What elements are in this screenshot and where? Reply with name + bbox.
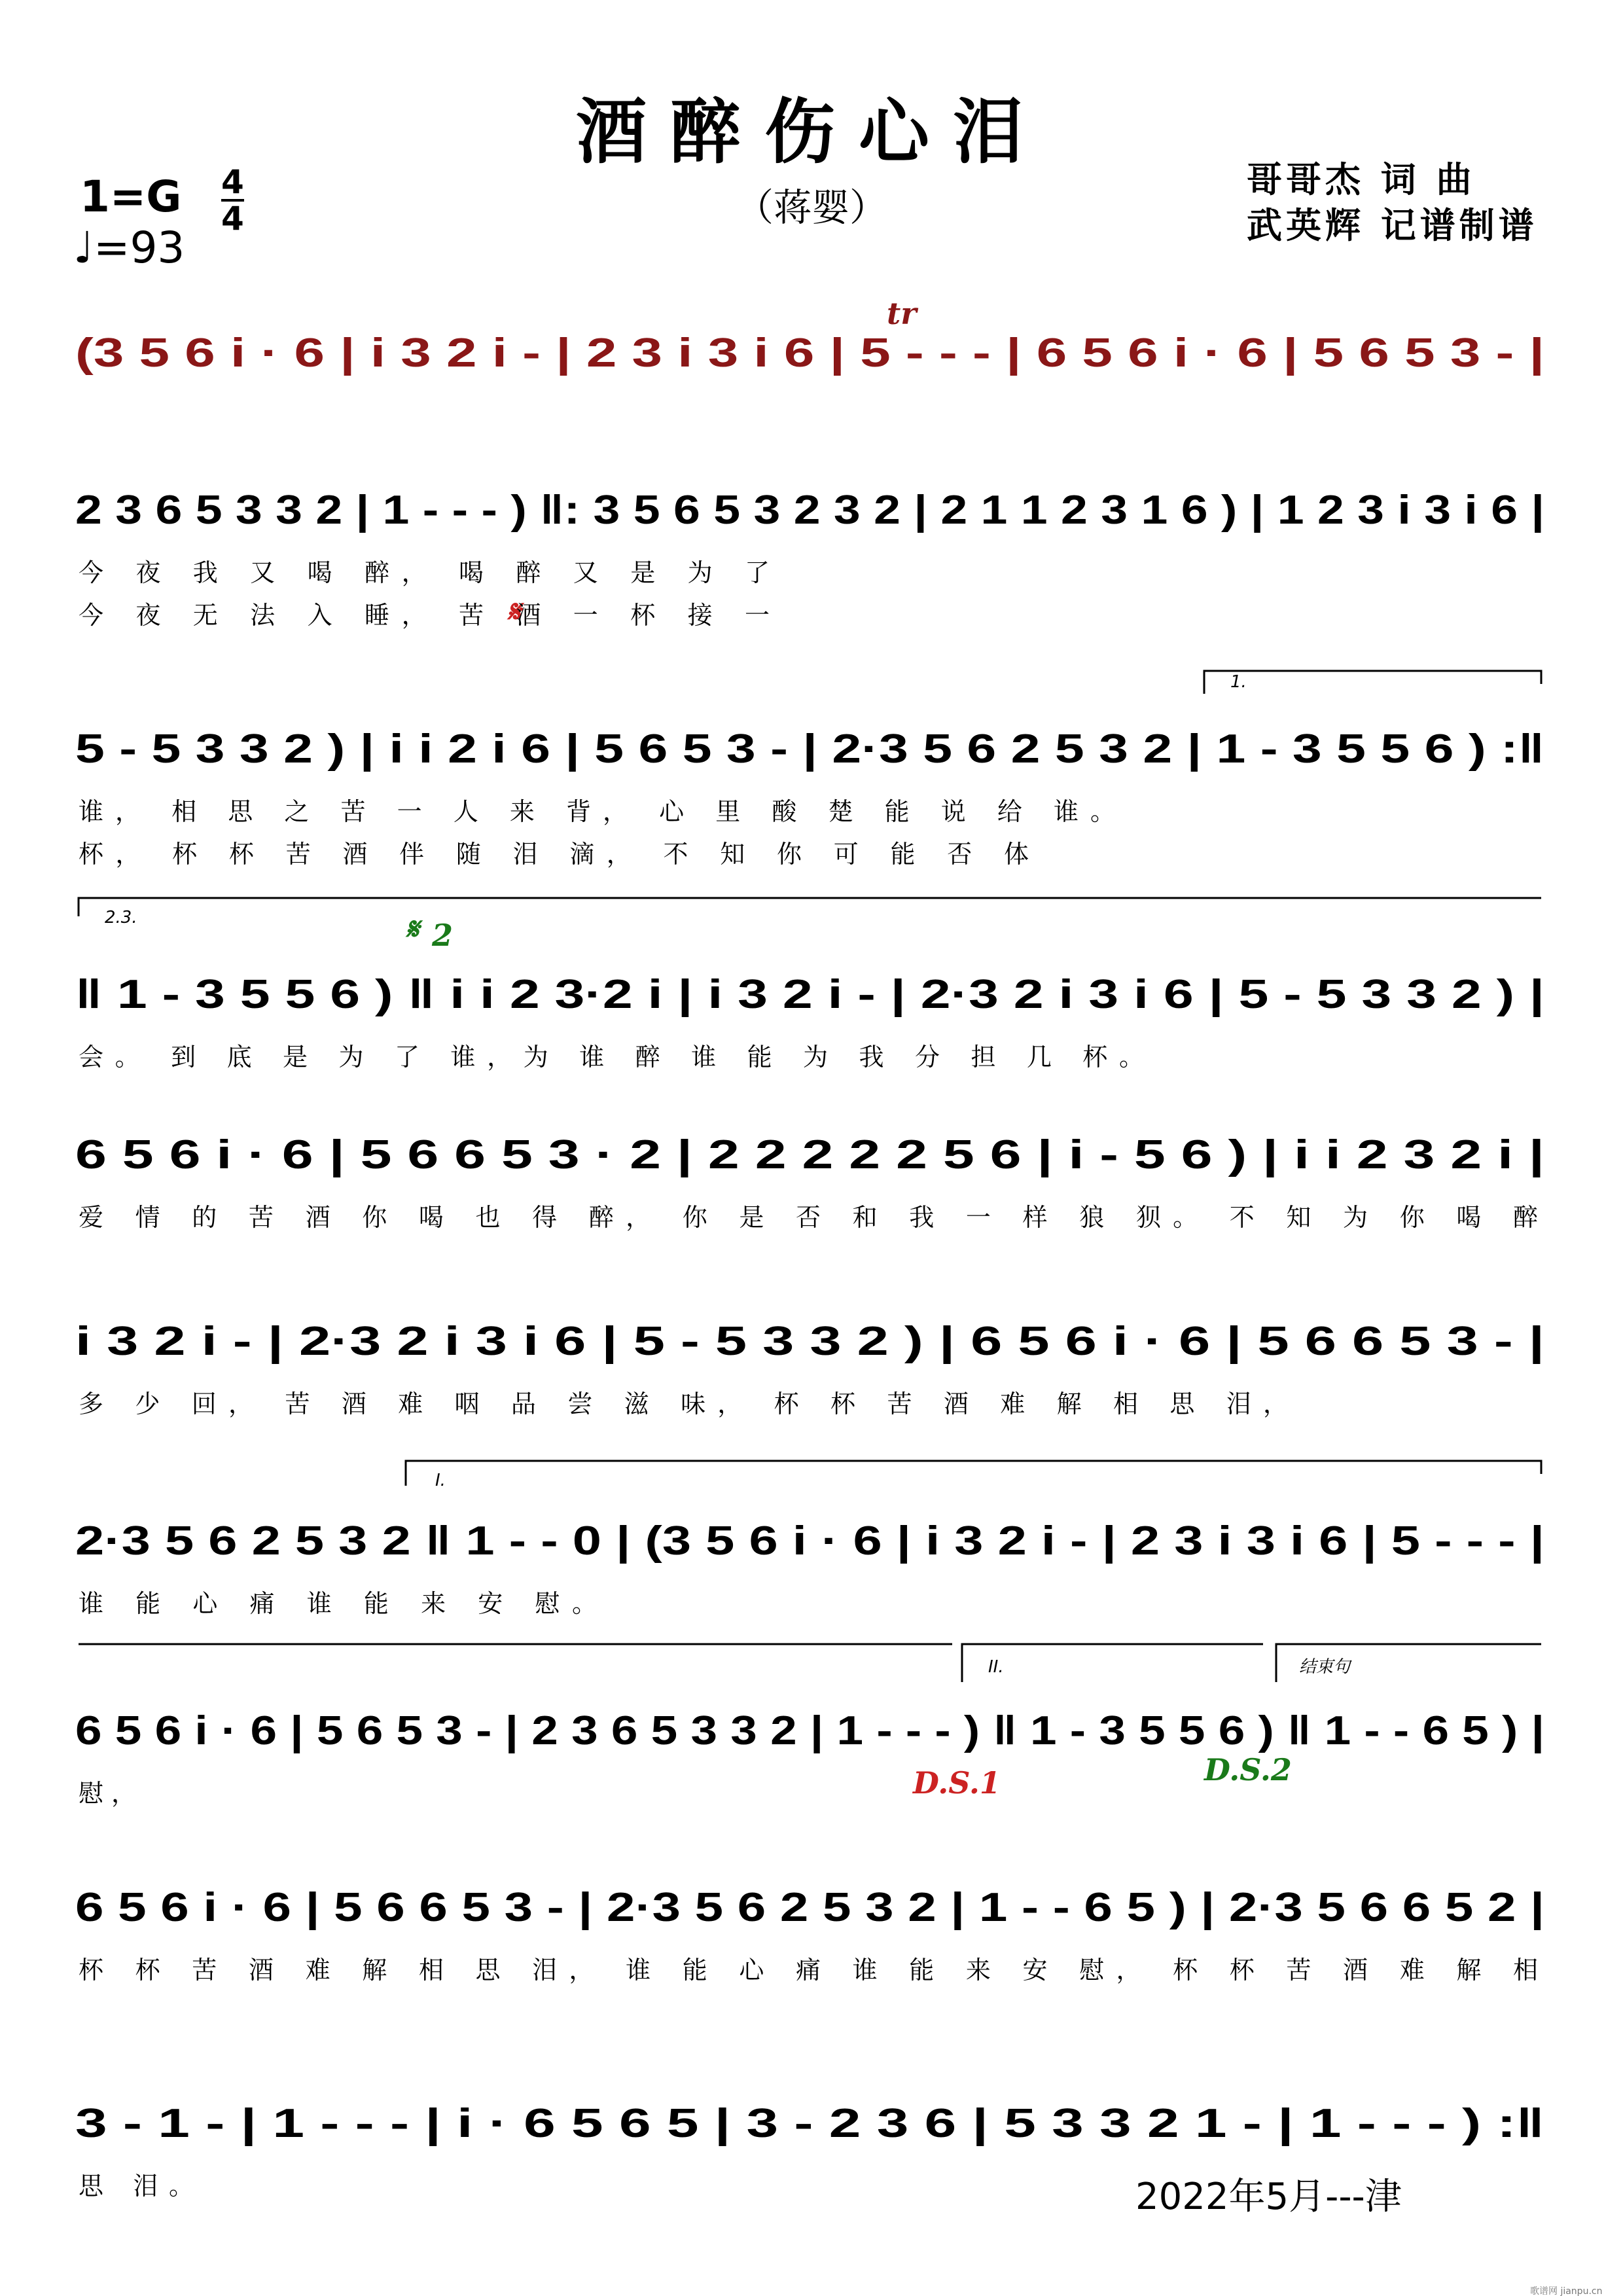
key-signature: 1=G <box>80 171 182 222</box>
lyric-row: 思 泪。 <box>79 2172 194 2200</box>
watermark-site: 歌谱网 jianpu.cn <box>1530 2286 1603 2296</box>
lyric-row: 谁， 相 思 之 苦 一 人 来 背， 心 里 酸 楚 能 说 给 谁。 <box>79 797 1116 826</box>
lyric-row: 多 少 回， 苦 酒 难 咽 品 尝 滋 味， 杯 杯 苦 酒 难 解 相 思 泪， <box>79 1390 1288 1418</box>
score-line <box>75 1885 1544 1984</box>
notation-row: 2 3 6 5 3 3 2 | 1 - - - ) ‖: 3 5 6 5 3 2 3 2 | 2 1 1 2 3 1 6 ) | 1 2 3 i 3 i 6 | <box>75 488 1316 533</box>
trill-mark-1: tr <box>887 296 917 331</box>
notation-row: 6 5 6 i · 6 | 5 6 5 3 - | 2 3 6 5 3 3 2 | 1 - - - ) ‖ 1 - 3 5 5 6 ) ‖ 1 - - 6 5 ) | <box>75 1708 1325 1753</box>
volta-2-3: 2.3. <box>105 908 137 927</box>
notation-row: 5 - 5 3 3 2 ) | i i 2 i 6 | 5 6 5 3 - | 2·3 5 6 2 5 3 2 | 1 - 3 5 5 6 ) :‖ <box>75 726 1205 772</box>
notation-row: i 3 2 i - | 2·3 2 i 3 i 6 | 5 - 5 3 3 2 ) | 6 5 6 i · 6 | 5 6 6 5 3 - | <box>75 1319 1127 1364</box>
lyric-row: 慰， <box>79 1779 136 1808</box>
score-line <box>75 1518 1544 1618</box>
tempo-value: =93 <box>94 223 185 273</box>
notation-row: 2·3 5 6 2 5 3 2 ‖ 1 - - 0 | (3 5 6 i · 6 | i 3 2 i - | 2 3 i 3 i 6 | 5 - - - | <box>75 1518 1221 1564</box>
date-signature: 2022年5月---津 <box>1135 2176 1402 2218</box>
song-title: 酒醉伤心泪 <box>575 91 1047 173</box>
meter-top: 4 <box>221 163 244 201</box>
score-line <box>75 972 1544 1071</box>
notation-row: ‖ 1 - 3 5 5 6 ) ‖ i i 2 3·2 i | i 3 2 i - | 2·3 2 i 3 i 6 | 5 - 5 3 3 2 ) | <box>75 972 1181 1017</box>
meter-bottom: 4 <box>221 200 244 238</box>
score-line <box>75 331 1544 376</box>
ds1-mark: D.S.1 <box>913 1765 1001 1801</box>
notation-row: 6 5 6 i · 6 | 5 6 6 5 3 - | 2·3 5 6 2 5 3 2 | 1 - - 6 5 ) | 2·3 5 6 6 5 2 | <box>75 1885 1242 1930</box>
notation-row: 3 - 1 - | 1 - - - | i · 6 5 6 5 | 3 - 2 3 6 | 5 3 3 2 1 - | 1 - - - ) :‖ <box>75 2101 1118 2146</box>
lyric-row: 爱 情 的 苦 酒 你 喝 也 得 醉， 你 是 否 和 我 一 样 狼 狈。 不 知 为 你 喝 醉 <box>79 1203 1538 1232</box>
score-line <box>75 488 1544 630</box>
score-line <box>75 1132 1544 1232</box>
notation-row: (3 5 6 i · 6 | i 3 2 i - | 2 3 i 3 i 6 | 5 - - - | 6 5 6 i · 6 | 5 6 5 3 - | <box>75 331 1166 376</box>
lyric-row: 杯， 杯 杯 苦 酒 伴 随 泪 滴， 不 知 你 可 能 否 体 <box>79 840 1029 869</box>
volta-II: II. <box>988 1657 1004 1677</box>
lyric-row: 会。 到 底 是 为 了 谁，为 谁 醉 谁 能 为 我 分 担 几 杯。 <box>79 1043 1145 1071</box>
ds2-mark: D.S.2 <box>1204 1752 1292 1787</box>
singer: （蒋婴） <box>735 185 887 230</box>
lyric-row: 今 夜 无 法 入 睡， 苦 酒 一 杯 接 一 <box>79 601 770 630</box>
quarter-note-icon: ♩ <box>73 223 94 273</box>
lyric-row: 今 夜 我 又 喝 醉， 喝 醉 又 是 为 了 <box>79 558 770 587</box>
segno-icon: 𝄋 <box>507 594 520 629</box>
lyric-row: 谁 能 心 痛 谁 能 来 安 慰。 <box>79 1589 597 1618</box>
segno-2-icon: 𝄋 <box>406 911 419 946</box>
segno-2-number: 2 <box>432 918 454 953</box>
credit-lyrics-music: 哥哥杰 词 曲 <box>1247 158 1476 200</box>
volta-I: I. <box>435 1471 446 1490</box>
lyric-row: 杯 杯 苦 酒 难 解 相 思 泪， 谁 能 心 痛 谁 能 来 安 慰， 杯 杯 苦 酒 难 解 相 <box>79 1956 1538 1984</box>
score-line <box>75 1708 1544 1808</box>
notation-row: 6 5 6 i · 6 | 5 6 6 5 3 · 2 | 2 2 2 2 2 5 6 | i - 5 6 ) | i i 2 3 2 i | <box>75 1132 1133 1177</box>
credit-notation: 武英辉 记谱制谱 <box>1247 204 1538 246</box>
score-line <box>75 1319 1544 1418</box>
volta-1: 1. <box>1230 672 1247 692</box>
ending-mark: 结束句 <box>1299 1657 1351 1677</box>
score-line <box>75 726 1544 869</box>
